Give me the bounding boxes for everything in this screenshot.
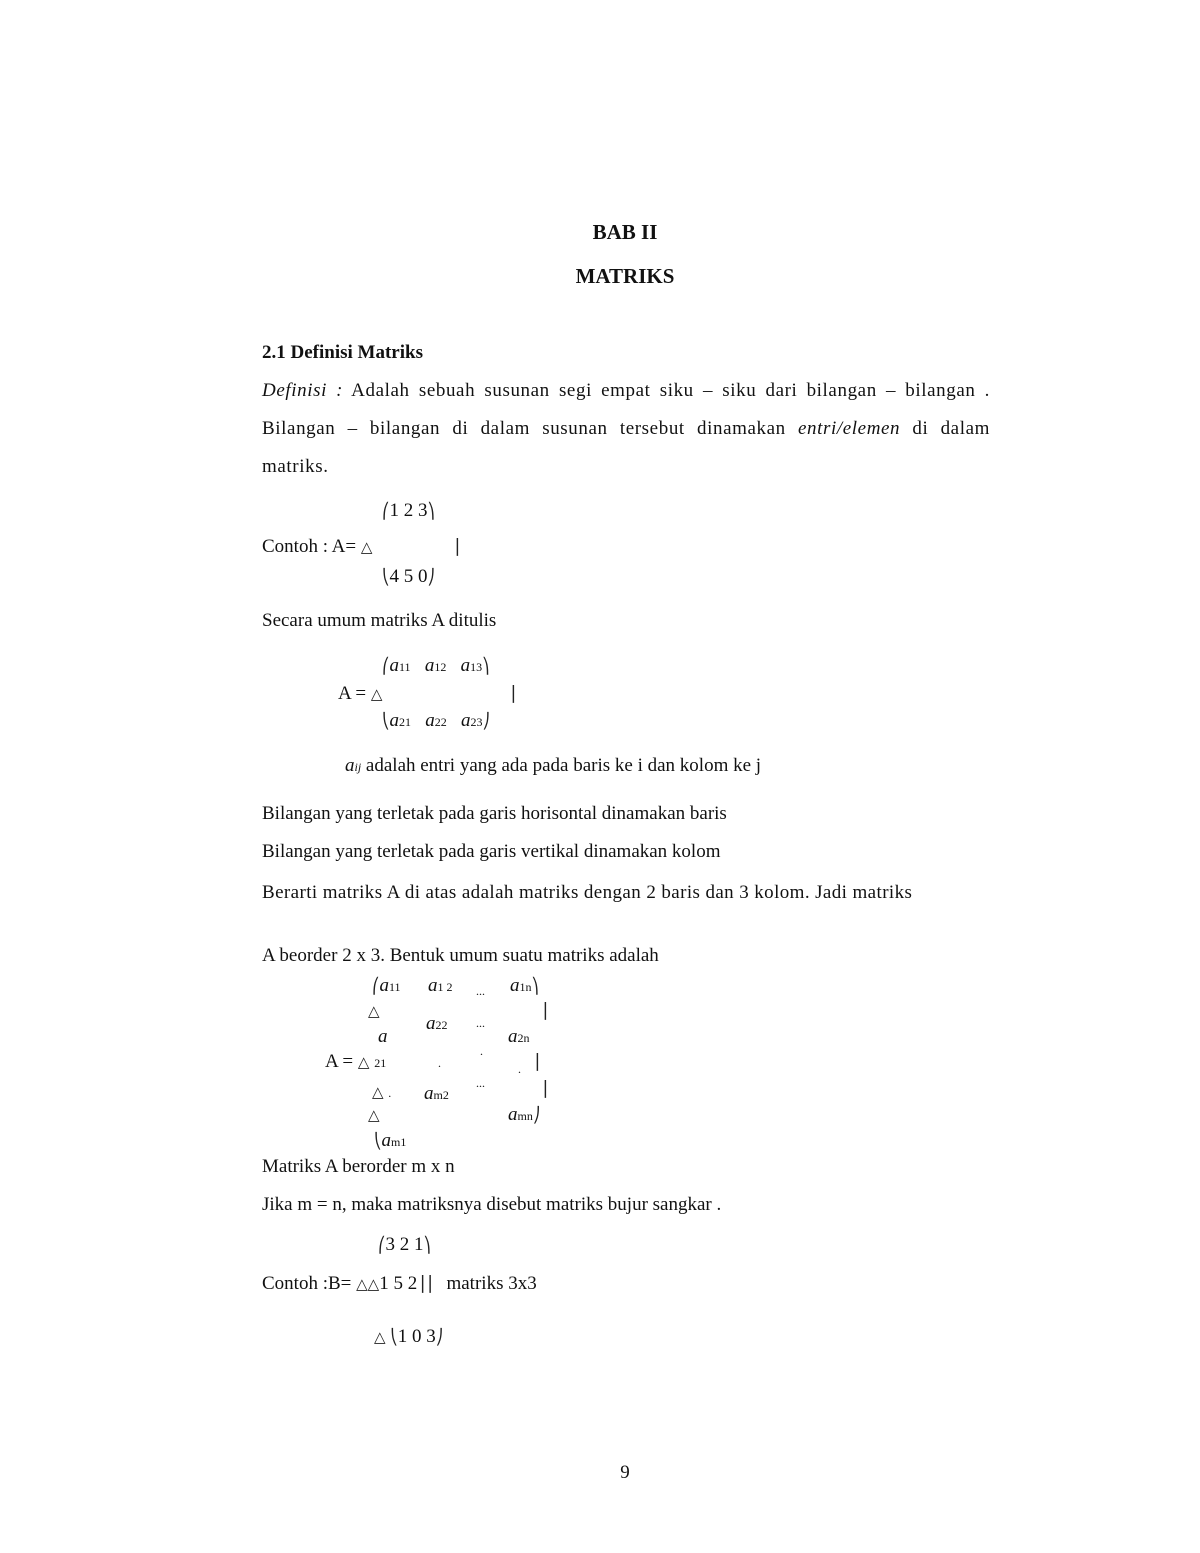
mn-a1n: a1n⎞	[510, 975, 539, 996]
example2-row3: △ ⎝1 0 3⎠	[374, 1326, 444, 1347]
example1-label: Contoh : A= △	[262, 536, 373, 557]
example2-label: Contoh :B= △△1 5 2⎟⎟ matriks 3x3	[262, 1273, 537, 1294]
mn-right-mid-2: ⎟	[532, 1053, 540, 1071]
chapter-title: MATRIKS	[575, 264, 675, 288]
general-matrix-lhs: A = △	[338, 683, 383, 704]
mn-dots-row1: ...	[476, 984, 485, 998]
example1-right-mid: ⎟	[452, 538, 460, 556]
definition-text: Adalah sebuah susunan segi empat siku – siku dari bilangan – bilangan . Bilangan – bilangan di dalam susunan tersebut dinamakan	[262, 380, 990, 439]
mn-vdot-1: .	[480, 1044, 483, 1058]
kolom-line: Bilangan yang terletak pada garis vertikal dinamakan kolom	[262, 841, 721, 862]
mn-right-mid-3: ⎟	[540, 1080, 548, 1098]
bujur-sangkar-line: Jika m = n, maka matriksnya disebut matriks bujur sangkar .	[262, 1194, 722, 1215]
mn-a2n: a2n	[508, 1026, 530, 1047]
definition-text-end: di dalam matriks.	[262, 418, 990, 477]
mn-vdot-2: .	[438, 1056, 441, 1070]
mn-dots-row2: ...	[476, 1016, 485, 1030]
mn-amn: amn⎠	[508, 1104, 541, 1125]
aij-note: aij adalah entri yang ada pada baris ke i dan kolom ke j	[345, 755, 762, 776]
mxn-line: Matriks A berorder m x n	[262, 1156, 455, 1177]
general-matrix-right-mid: ⎟	[508, 685, 516, 703]
mn-a21-sym: a	[378, 1026, 388, 1047]
definition-paragraph	[262, 372, 990, 486]
mn-a12: a1 2	[428, 975, 453, 996]
section-heading: 2.1 Definisi Matriks	[262, 342, 423, 363]
general-intro: Secara umum matriks A ditulis	[262, 610, 497, 631]
mn-tri-1: △	[368, 1002, 380, 1020]
page-number: 9	[620, 1462, 630, 1483]
baris-line: Bilangan yang terletak pada garis horisontal dinamakan baris	[262, 803, 727, 824]
mn-am1: ⎝am1	[374, 1130, 407, 1151]
mn-right-mid-1: ⎟	[540, 1002, 548, 1020]
chapter-label: BAB II	[592, 220, 658, 244]
mn-dots-row3: ...	[476, 1076, 485, 1090]
mn-tri-3: △	[368, 1106, 380, 1124]
example1-row2: ⎝4 5 0⎠	[382, 566, 435, 587]
mn-am2: am2	[424, 1083, 449, 1104]
mn-a22: a22	[426, 1013, 448, 1034]
mn-lhs: A = △ 21	[325, 1051, 387, 1072]
mn-vdot-3: .	[518, 1062, 521, 1076]
mn-row1: ⎛a11	[372, 975, 401, 996]
beorder-line: A beorder 2 x 3. Bentuk umum suatu matriks adalah	[262, 945, 659, 966]
example1-row1: ⎛1 2 3⎞	[382, 500, 435, 521]
definition-term-entri: entri/elemen	[797, 418, 901, 439]
mn-tri-2: △ .	[372, 1083, 392, 1101]
berarti-line: Berarti matriks A di atas adalah matriks dengan 2 baris dan 3 kolom. Jadi matriks	[262, 882, 913, 903]
example2-row1: ⎛3 2 1⎞	[378, 1234, 431, 1255]
general-matrix-row2: ⎝a21 a22 a23⎠	[382, 710, 490, 731]
general-matrix-row1: ⎛a11 a12 a13⎞	[382, 655, 490, 676]
definition-term: Definisi :	[262, 380, 344, 401]
